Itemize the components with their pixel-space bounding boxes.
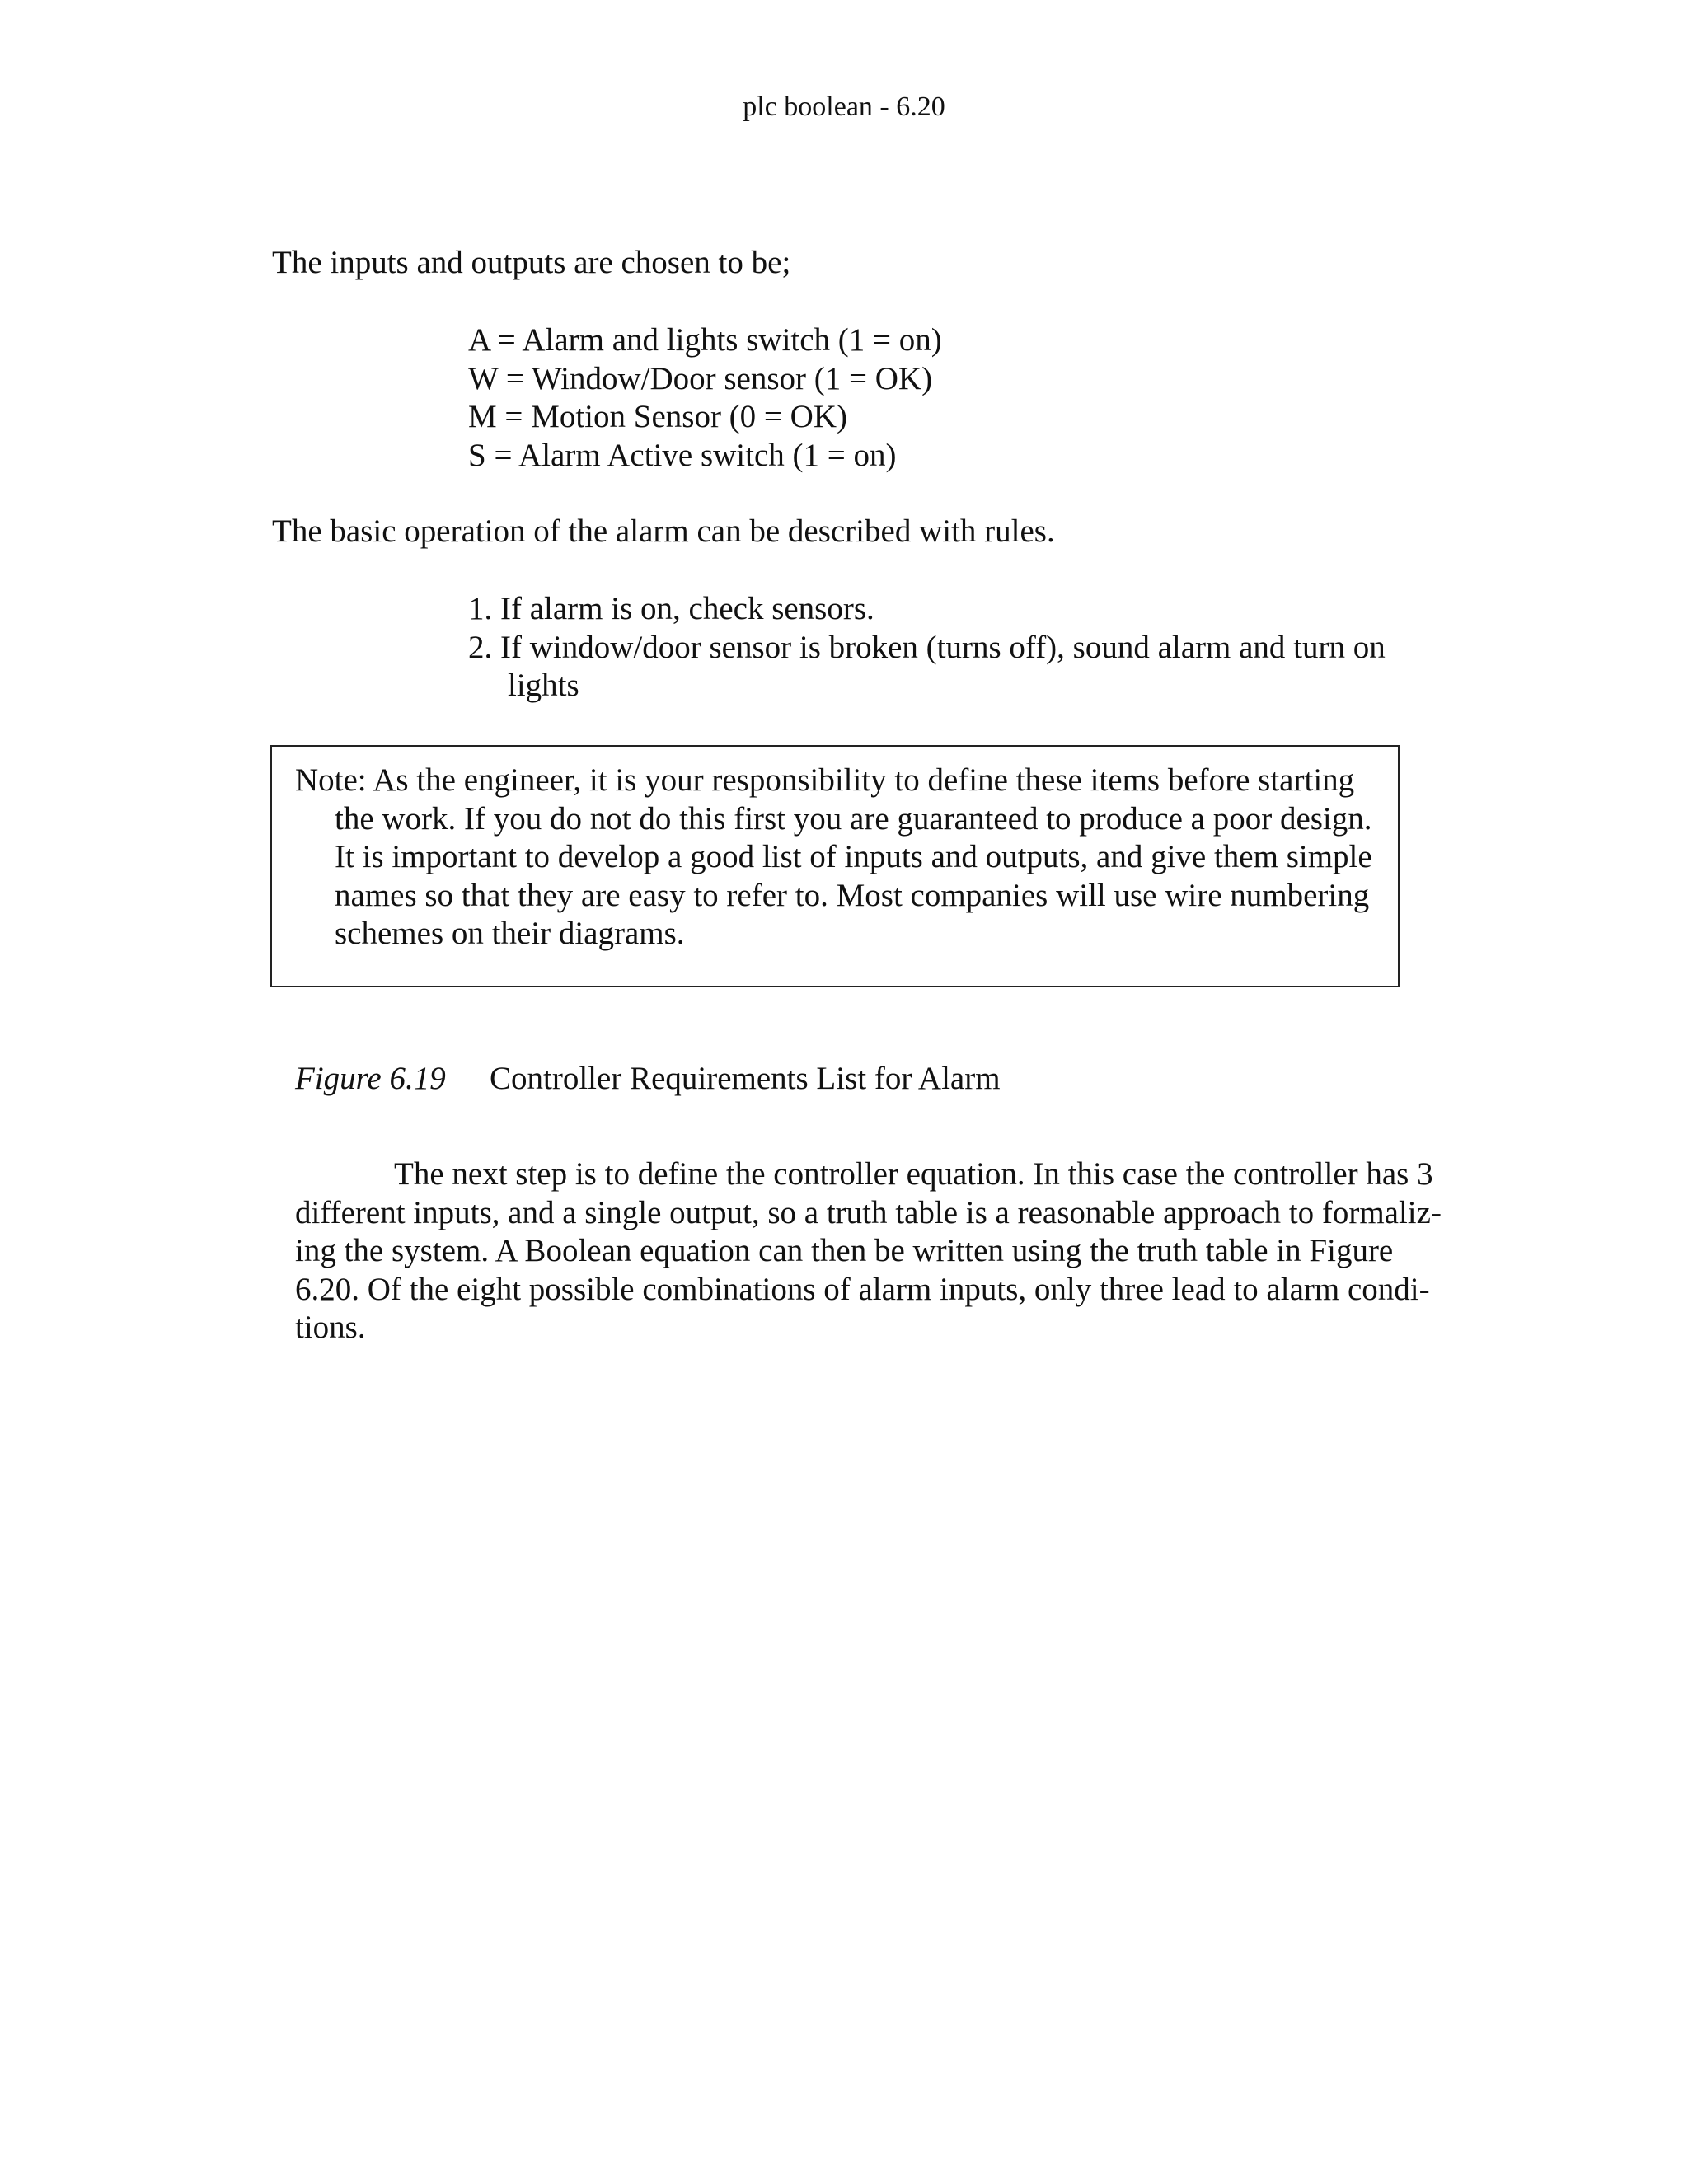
running-header: plc boolean - 6.20 bbox=[743, 91, 945, 122]
note-text: Note: As the engineer, it is your responsibility to define these items before starting the work. If you do not do this first you are guaranteed to produce a poor design. It is important to develop a good list of inputs and outputs, and give them simple names so that they are easy to refer to. Most companies will use wire numbering schemes on their diagrams. bbox=[295, 762, 1372, 951]
io-item-s: S = Alarm Active switch (1 = on) bbox=[468, 437, 897, 473]
io-intro-sentence: The inputs and outputs are chosen to be; bbox=[272, 245, 791, 280]
io-item-a: A = Alarm and lights switch (1 = on) bbox=[468, 322, 942, 358]
io-definition-list bbox=[468, 321, 942, 475]
rule-item: 2. If window/door sensor is broken (turns off), sound alarm and turn on lights bbox=[468, 629, 1386, 703]
paragraph-line: The next step is to define the controller equation. In this case the controller has 3 bbox=[394, 1156, 1433, 1192]
body-paragraph bbox=[295, 1155, 1465, 1347]
io-item-m: M = Motion Sensor (0 = OK) bbox=[468, 399, 847, 434]
figure-number: Figure 6.19 bbox=[295, 1061, 446, 1096]
figure-title: Controller Requirements List for Alarm bbox=[490, 1061, 1001, 1096]
io-item-w: W = Window/Door sensor (1 = OK) bbox=[468, 360, 933, 396]
paragraph-line: 6.20. Of the eight possible combinations of alarm inputs, only three lead to alarm condi- bbox=[295, 1271, 1430, 1307]
rules-list bbox=[468, 590, 1408, 705]
paragraph-line: different inputs, and a single output, so a truth table is a reasonable approach to formaliz- bbox=[295, 1194, 1442, 1230]
rules-intro-sentence: The basic operation of the alarm can be described with rules. bbox=[272, 513, 1055, 549]
figure-caption bbox=[295, 1060, 1001, 1098]
paragraph-line: tions. bbox=[295, 1310, 366, 1345]
rule-item: 1. If alarm is on, check sensors. bbox=[468, 591, 874, 626]
note-box bbox=[270, 745, 1400, 987]
paragraph-line: ing the system. A Boolean equation can then be written using the truth table in Figure bbox=[295, 1233, 1394, 1268]
